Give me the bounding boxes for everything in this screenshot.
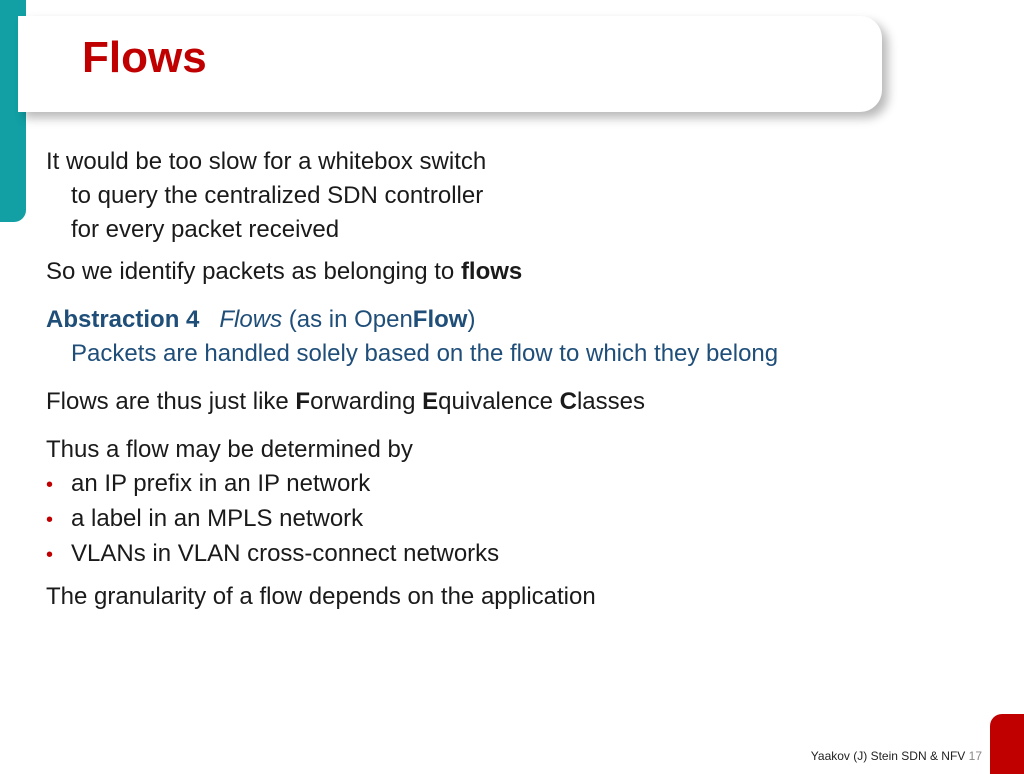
slide-title: Flows (82, 33, 207, 82)
bullet-text-mpls-label: a label in an MPLS network (71, 505, 364, 532)
abstraction-description: Packets are handled solely based on the flow to which they belong (71, 340, 779, 367)
fec-lasses: lasses (576, 388, 645, 415)
bullet-icon: • (46, 474, 54, 496)
bullet-text-vlans: VLANs in VLAN cross-connect networks (71, 540, 500, 567)
bullet-item (46, 467, 986, 502)
abstraction-label: Abstraction 4 (46, 306, 200, 333)
determined-block (46, 433, 986, 572)
fec-letter-f: F (295, 388, 311, 415)
footer-author: Yaakov (J) Stein SDN & NFV (810, 749, 966, 763)
bullet-icon: • (46, 509, 54, 531)
bullet-item (46, 537, 986, 572)
footer (811, 748, 982, 764)
determined-intro: Thus a flow may be determined by (46, 436, 413, 463)
fec-letter-c: C (559, 388, 577, 415)
abstraction-block (46, 303, 986, 371)
abstraction-paren-close: ) (467, 306, 476, 333)
slide-body (46, 145, 986, 614)
fec-letter-e: E (422, 388, 439, 415)
bullet-item (46, 502, 986, 537)
red-corner-accent (990, 714, 1024, 774)
page-number: 17 (968, 749, 982, 763)
bullet-text-ip-prefix: an IP prefix in an IP network (71, 470, 371, 497)
fec-quivalence: quivalence (438, 388, 560, 415)
fec-prefix: Flows are thus just like (46, 388, 296, 415)
too-slow-line-3: for every packet received (71, 216, 340, 243)
abstraction-flows-italic: Flows (219, 306, 283, 333)
fec-orwarding: orwarding (310, 388, 423, 415)
abstraction-paren-open: (as in Open (282, 306, 413, 333)
paragraph-granularity: The granularity of a flow depends on the application (46, 583, 596, 610)
too-slow-line-2: to query the centralized SDN controller (71, 182, 484, 209)
too-slow-line-1: It would be too slow for a whitebox switch (46, 148, 487, 175)
paragraph-too-slow (46, 145, 986, 247)
paragraph-identify-flows (46, 255, 986, 289)
paragraph-fec (46, 385, 986, 419)
abstraction-flow-bold: Flow (412, 306, 468, 333)
identify-text: So we identify packets as belonging to (46, 258, 461, 285)
bullet-icon: • (46, 544, 54, 566)
flows-keyword: flows (460, 258, 523, 285)
